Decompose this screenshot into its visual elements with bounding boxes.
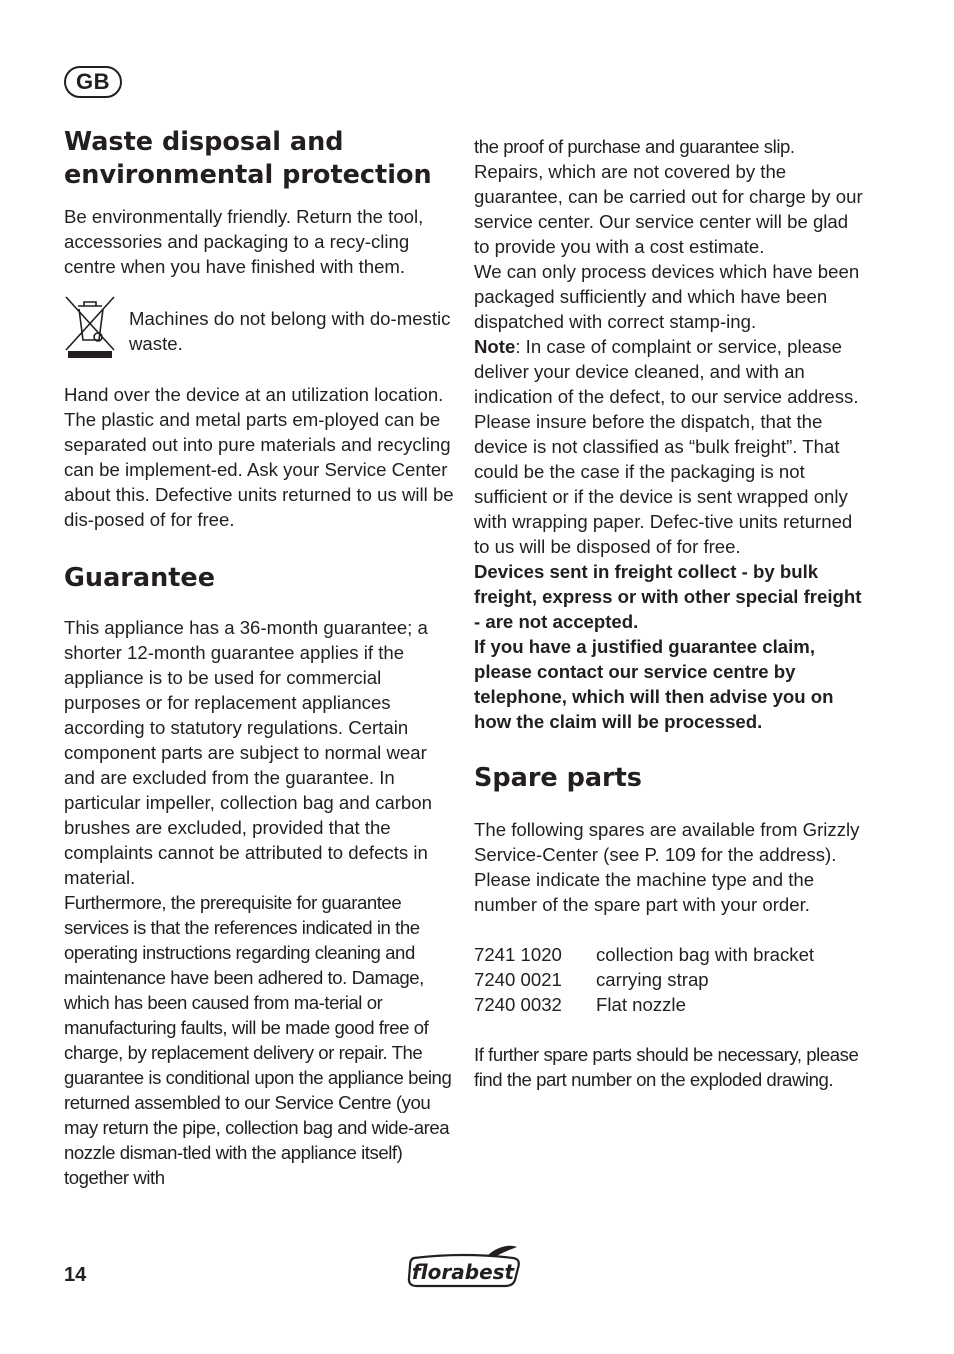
spare-parts-footer: If further spare parts should be necessary, please find the part number on the exploded drawing.	[474, 1044, 859, 1090]
spare-parts-list	[474, 942, 864, 1017]
guarantee-paragraph-5: We can only process devices which have been packaged sufficiently and which have been dispatched with correct stamp-ing.	[474, 261, 860, 332]
spare-parts-heading: Spare parts	[474, 763, 642, 793]
waste-paragraph-1: Be environmentally friendly. Return the tool, accessories and packaging to a recy-cling centre when you have finished with them.	[64, 206, 424, 277]
part-number: 7240 0032	[474, 994, 562, 1015]
spare-part-row	[474, 942, 864, 967]
language-badge: GB	[64, 66, 122, 98]
weee-symbol-text: Machines do not belong with do-mestic waste.	[129, 308, 451, 354]
spare-part-row	[474, 992, 864, 1017]
weee-symbol-block	[64, 293, 456, 359]
part-number: 7241 1020	[474, 944, 562, 965]
spare-parts-intro: The following spares are available from Grizzly Service-Center (see P. 109 for the address). Please indicate the machine type and the number of the spare part with your order.	[474, 819, 860, 915]
spare-part-row	[474, 967, 864, 992]
guarantee-paragraph-1: This appliance has a 36-month guarantee; a shorter 12-month guarantee applies if the appliance is to be used for commercial purposes or for replacement appliances according to statutory regulations. Certain component parts are subject to normal wear and are excluded from the guarantee. In particular impeller, collection bag and carbon brushes are excluded, provided that the complaints cannot be attributed to defects in material.	[64, 617, 432, 888]
right-column	[474, 134, 864, 1092]
left-column	[64, 126, 456, 1190]
guarantee-paragraph-2: Furthermore, the prerequisite for guarantee services is that the references indicated in the operating instructions regarding cleaning and maintenance have been adhered to. Damage, which has been caused from ma-terial or manufacturing faults, will be made good free of charge, by replacement delivery or repair. The guarantee is conditional upon the appliance being returned assembled to our Service Centre (you may return the pipe, collection bag and wide-area nozzle disman-tled with the appliance itself) together with	[64, 892, 452, 1188]
part-name: Flat nozzle	[596, 994, 686, 1015]
crossed-out-wheelie-bin-icon	[64, 293, 116, 359]
note-label: Note	[474, 336, 516, 357]
logo-text: florabest	[411, 1260, 515, 1284]
page-number: 14	[64, 1264, 87, 1286]
guarantee-bold-2: If you have a justified guarantee claim, please contact our service centre by telephone, which will then advise you on how the claim will be processed.	[474, 636, 834, 732]
guarantee-bold-1: Devices sent in freight collect - by bulk freight, express or with other special freight - are not accepted.	[474, 561, 862, 632]
part-number: 7240 0021	[474, 969, 562, 990]
part-name: carrying strap	[596, 969, 709, 990]
florabest-logo	[405, 1244, 521, 1290]
guarantee-paragraph-6: Please insure before the dispatch, that the device is not classified as “bulk freight”. That could be the case if the packaging is not sufficient or if the device is sent wrapped only with wrapping paper. Defec-tive units returned to us will be disposed of for free.	[474, 411, 853, 557]
guarantee-heading: Guarantee	[64, 563, 216, 593]
guarantee-paragraph-4: Repairs, which are not covered by the guarantee, can be carried out for charge by our service center. Our service center will be glad to provide you with a cost estimate.	[474, 161, 863, 257]
guarantee-note	[474, 334, 864, 409]
waste-paragraph-2: Hand over the device at an utilization location. The plastic and metal parts em-ployed can be separated out into pure materials and recycling can be implement-ed. Ask your Service Center about this. Defective units returned to us will be dis-posed of for free.	[64, 384, 454, 530]
waste-disposal-heading: Waste disposal and environmental protection	[64, 127, 432, 190]
guarantee-paragraph-3: the proof of purchase and guarantee slip.	[474, 136, 795, 157]
note-text: : In case of complaint or service, please deliver your device cleaned, and with an indication of the defect, to our service address.	[474, 336, 859, 407]
part-name: collection bag with bracket	[596, 944, 815, 965]
